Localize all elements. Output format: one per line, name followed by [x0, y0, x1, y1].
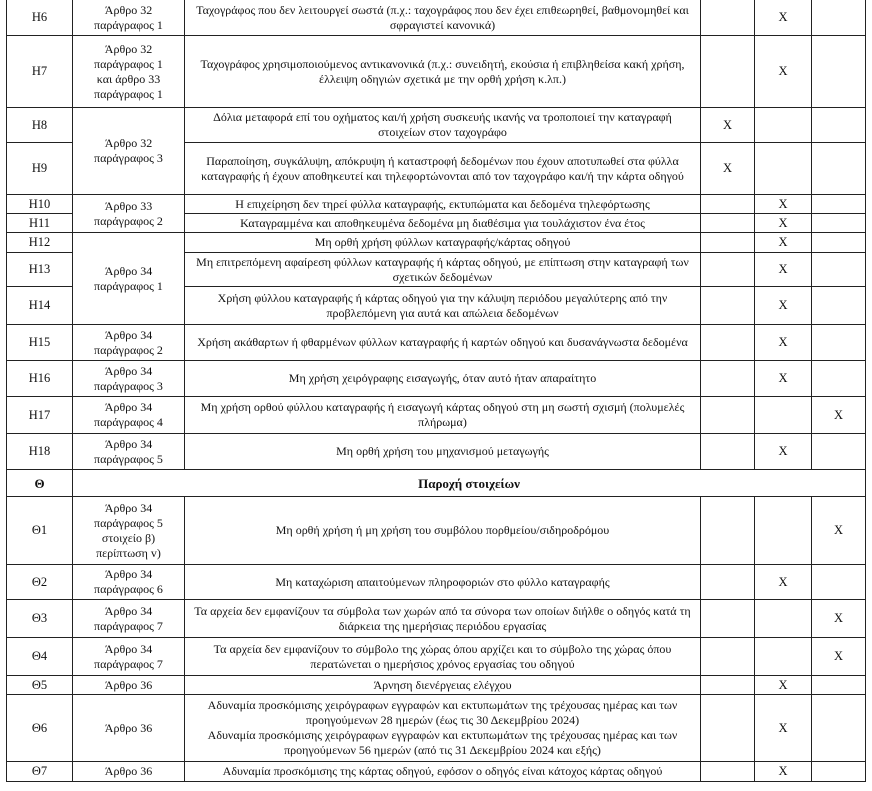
- mark-col-2: X: [755, 36, 812, 108]
- row-description: Μη ορθή χρήση του μηχανισμού μεταγωγής: [185, 434, 701, 470]
- mark-col-3: [812, 325, 866, 361]
- table-row: [7, 434, 866, 470]
- mark-col-2: [755, 143, 812, 195]
- mark-col-3: [812, 565, 866, 600]
- mark-col-1: [701, 325, 755, 361]
- row-code: Θ2: [7, 565, 73, 600]
- row-description: Καταγραμμένα και αποθηκευμένα δεδομένα μη διαθέσιμα για τουλάχιστον ένα έτος: [185, 214, 701, 233]
- table-row: [7, 497, 866, 565]
- mark-col-2: X: [755, 287, 812, 325]
- row-description: Μη χρήση ορθού φύλλου καταγραφής ή εισαγωγή κάρτας οδηγού στη μη σωστή σχισμή (πολυμελές πλήρωμα): [185, 397, 701, 434]
- row-article: Άρθρο 33 παράγραφος 2: [73, 195, 185, 233]
- mark-col-3: [812, 434, 866, 470]
- mark-col-2: X: [755, 253, 812, 287]
- mark-col-2: [755, 497, 812, 565]
- mark-col-1: X: [701, 108, 755, 143]
- mark-col-3: X: [812, 397, 866, 434]
- mark-col-2: X: [755, 214, 812, 233]
- table-row: [7, 762, 866, 782]
- mark-col-2: X: [755, 676, 812, 695]
- row-code: Η14: [7, 287, 73, 325]
- row-code: Θ3: [7, 600, 73, 638]
- row-description: Μη ορθή χρήση ή μη χρήση του συμβόλου πορθμείου/σιδηροδρόμου: [185, 497, 701, 565]
- row-code: Θ1: [7, 497, 73, 565]
- row-article: Άρθρο 32 παράγραφος 3: [73, 108, 185, 195]
- mark-col-1: [701, 253, 755, 287]
- row-article: Άρθρο 34 παράγραφος 2: [73, 325, 185, 361]
- section-title: Παροχή στοιχείων: [73, 470, 866, 497]
- mark-col-3: X: [812, 638, 866, 676]
- mark-col-1: [701, 565, 755, 600]
- mark-col-3: [812, 287, 866, 325]
- row-article: Άρθρο 34 παράγραφος 4: [73, 397, 185, 434]
- row-article: Άρθρο 34 παράγραφος 1: [73, 233, 185, 325]
- row-article: Άρθρο 36: [73, 676, 185, 695]
- row-code: Η9: [7, 143, 73, 195]
- row-article: Άρθρο 34 παράγραφος 5: [73, 434, 185, 470]
- table-row: [7, 600, 866, 638]
- row-code: Η7: [7, 36, 73, 108]
- row-description: Αδυναμία προσκόμισης της κάρτας οδηγού, εφόσον ο οδηγός είναι κάτοχος κάρτας οδηγού: [185, 762, 701, 782]
- mark-col-3: [812, 0, 866, 36]
- mark-col-3: X: [812, 497, 866, 565]
- table-row: [7, 195, 866, 214]
- mark-col-3: [812, 762, 866, 782]
- table-row: [7, 361, 866, 397]
- mark-col-2: X: [755, 325, 812, 361]
- row-description: Η επιχείρηση δεν τηρεί φύλλα καταγραφής, εκτυπώματα και δεδομένα τηλεφόρτωσης: [185, 195, 701, 214]
- row-description: [185, 695, 701, 762]
- mark-col-3: X: [812, 600, 866, 638]
- table-row: [7, 565, 866, 600]
- mark-col-1: [701, 0, 755, 36]
- table-row: [7, 638, 866, 676]
- mark-col-2: [755, 600, 812, 638]
- row-article: Άρθρο 32 παράγραφος 1 και άρθρο 33 παράγραφος 1: [73, 36, 185, 108]
- row-code: Θ4: [7, 638, 73, 676]
- row-description: Ταχογράφος που δεν λειτουργεί σωστά (π.χ.: ταχογράφος που δεν έχει επιθεωρηθεί, βαθμονομηθεί και σφραγιστεί κανονικά): [185, 0, 701, 36]
- mark-col-2: X: [755, 565, 812, 600]
- mark-col-2: X: [755, 695, 812, 762]
- row-article: Άρθρο 34 παράγραφος 3: [73, 361, 185, 397]
- mark-col-1: [701, 287, 755, 325]
- row-description: Παραποίηση, συγκάλυψη, απόκρυψη ή καταστροφή δεδομένων που έχουν αποτυπωθεί στα φύλλα καταγραφής ή έχουν αποθηκευτεί και τηλεφορτώνονται από τον ταχογράφο και/ή την κάρτα οδηγού: [185, 143, 701, 195]
- row-description: Μη χρήση χειρόγραφης εισαγωγής, όταν αυτό ήταν απαραίτητο: [185, 361, 701, 397]
- mark-col-1: [701, 762, 755, 782]
- mark-col-1: [701, 195, 755, 214]
- mark-col-3: [812, 143, 866, 195]
- mark-col-2: X: [755, 195, 812, 214]
- section-row: [7, 470, 866, 497]
- row-description-part-1: Αδυναμία προσκόμισης χειρόγραφων εγγραφών και εκτυπωμάτων της τρέχουσας ημέρας και των προηγούμενων 28 ημερών (έως τις 30 Δεκεμβρίου 2024): [207, 698, 678, 727]
- row-description: Μη επιτρεπόμενη αφαίρεση φύλλων καταγραφής ή κάρτας οδηγού, με επίπτωση στην καταγραφή των σχετικών δεδομένων: [185, 253, 701, 287]
- mark-col-1: [701, 361, 755, 397]
- mark-col-1: [701, 497, 755, 565]
- mark-col-1: [701, 233, 755, 253]
- row-description: Τα αρχεία δεν εμφανίζουν το σύμβολο της χώρας όπου αρχίζει και το σύμβολο της χώρας όπου περατώνεται ο ημερήσιος χρόνος εργασίας του οδηγού: [185, 638, 701, 676]
- mark-col-2: X: [755, 0, 812, 36]
- table-row: [7, 36, 866, 108]
- mark-col-3: [812, 195, 866, 214]
- mark-col-3: [812, 233, 866, 253]
- row-description: Άρνηση διενέργειας ελέγχου: [185, 676, 701, 695]
- mark-col-2: [755, 638, 812, 676]
- row-code: Η11: [7, 214, 73, 233]
- row-article: Άρθρο 34 παράγραφος 7: [73, 600, 185, 638]
- mark-col-1: [701, 638, 755, 676]
- mark-col-1: X: [701, 143, 755, 195]
- row-code: Η8: [7, 108, 73, 143]
- row-code: Η6: [7, 0, 73, 36]
- row-code: Η15: [7, 325, 73, 361]
- row-description: Ταχογράφος χρησιμοποιούμενος αντικανονικά (π.χ.: συνειδητή, εκούσια ή επιβληθείσα κακή χρήση, έλλειψη οδηγιών σχετικά με την ορθή χρήση κ.λπ.): [185, 36, 701, 108]
- mark-col-1: [701, 397, 755, 434]
- row-description-part-2: Αδυναμία προσκόμισης χειρόγραφων εγγραφών και εκτυπωμάτων της τρέχουσας ημέρας και των προηγούμενων 56 ημερών (από τις 31 Δεκεμβρίου 2024 και εξής): [207, 728, 678, 757]
- mark-col-2: [755, 397, 812, 434]
- mark-col-3: [812, 36, 866, 108]
- mark-col-1: [701, 214, 755, 233]
- table-row: [7, 108, 866, 143]
- row-description: Μη καταχώριση απαιτούμενων πληροφοριών στο φύλλο καταγραφής: [185, 565, 701, 600]
- row-code: Η13: [7, 253, 73, 287]
- mark-col-2: X: [755, 434, 812, 470]
- mark-col-3: [812, 361, 866, 397]
- table-row: [7, 0, 866, 36]
- mark-col-2: X: [755, 233, 812, 253]
- mark-col-3: [812, 253, 866, 287]
- infringements-table: [6, 0, 866, 782]
- table-row: [7, 676, 866, 695]
- mark-col-2: [755, 108, 812, 143]
- mark-col-1: [701, 695, 755, 762]
- row-code: Θ7: [7, 762, 73, 782]
- row-article: Άρθρο 34 παράγραφος 6: [73, 565, 185, 600]
- mark-col-1: [701, 434, 755, 470]
- mark-col-3: [812, 108, 866, 143]
- row-article: Άρθρο 34 παράγραφος 7: [73, 638, 185, 676]
- row-description: Χρήση φύλλου καταγραφής ή κάρτας οδηγού για την κάλυψη περιόδου μεγαλύτερης από την προβλεπόμενη για αυτά και απώλεια δεδομένων: [185, 287, 701, 325]
- mark-col-3: [812, 214, 866, 233]
- row-article: Άρθρο 36: [73, 695, 185, 762]
- row-code: Η16: [7, 361, 73, 397]
- mark-col-2: X: [755, 762, 812, 782]
- mark-col-2: X: [755, 361, 812, 397]
- mark-col-3: [812, 676, 866, 695]
- mark-col-1: [701, 36, 755, 108]
- row-code: Η18: [7, 434, 73, 470]
- row-code: Η10: [7, 195, 73, 214]
- row-description: Μη ορθή χρήση φύλλων καταγραφής/κάρτας οδηγού: [185, 233, 701, 253]
- row-code: Η17: [7, 397, 73, 434]
- row-article: Άρθρο 34 παράγραφος 5 στοιχείο β) περίπτωση v): [73, 497, 185, 565]
- row-description: Δόλια μεταφορά επί του οχήματος και/ή χρήση συσκευής ικανής να τροποποιεί την καταγραφή στοιχείων στον ταχογράφο: [185, 108, 701, 143]
- row-article: Άρθρο 36: [73, 762, 185, 782]
- mark-col-1: [701, 600, 755, 638]
- row-code: Θ5: [7, 676, 73, 695]
- section-code: Θ: [7, 470, 73, 497]
- row-code: Η12: [7, 233, 73, 253]
- table-row: [7, 325, 866, 361]
- table-row: [7, 695, 866, 762]
- table-row: [7, 397, 866, 434]
- mark-col-1: [701, 676, 755, 695]
- row-article: Άρθρο 32 παράγραφος 1: [73, 0, 185, 36]
- row-description: Χρήση ακάθαρτων ή φθαρμένων φύλλων καταγραφής ή καρτών οδηγού και δυσανάγνωστα δεδομένα: [185, 325, 701, 361]
- table-row: [7, 233, 866, 253]
- row-code: Θ6: [7, 695, 73, 762]
- mark-col-3: [812, 695, 866, 762]
- row-description: Τα αρχεία δεν εμφανίζουν τα σύμβολα των χωρών από τα σύνορα των οποίων διήλθε ο οδηγός κατά τη διάρκεια της ημερήσιας περιόδου εργασίας: [185, 600, 701, 638]
